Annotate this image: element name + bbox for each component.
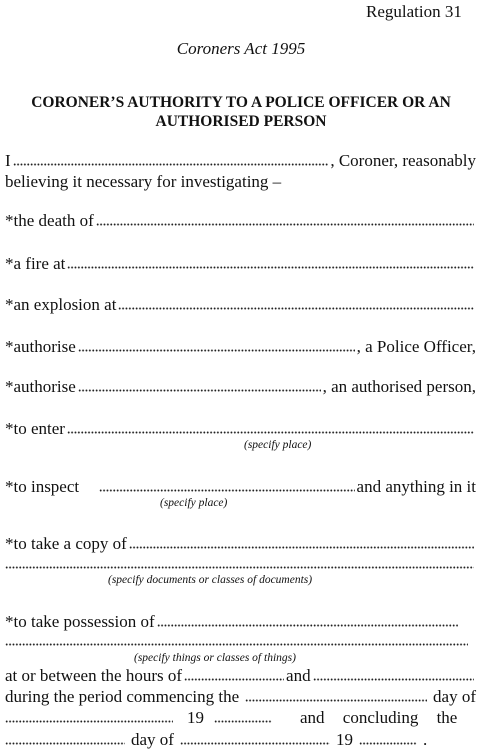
death-field[interactable]	[96, 223, 474, 226]
commencing-day-of: day of	[433, 687, 476, 706]
hours-and: and	[286, 666, 311, 685]
regulation-number: Regulation 31	[366, 2, 462, 21]
authorised-person-row	[5, 377, 476, 397]
police-officer-suffix: , a Police Officer,	[356, 337, 476, 356]
possession-row	[5, 612, 476, 632]
copy-hint: (specify documents or classes of documents)	[108, 574, 313, 586]
month-row	[5, 708, 476, 728]
pronoun-i: I	[5, 151, 11, 170]
death-label: *the death of	[5, 211, 94, 230]
inspect-label: *to inspect	[5, 477, 80, 496]
authorised-person-field[interactable]	[78, 389, 321, 392]
concluding-day-field[interactable]	[5, 742, 125, 745]
concluding-day-of: day of	[131, 730, 174, 749]
possession-hint: (specify things or classes of things)	[134, 652, 296, 664]
copy-label: *to take a copy of	[5, 534, 127, 553]
hours-from-field[interactable]	[184, 678, 284, 681]
hours-label: at or between the hours of	[5, 666, 183, 685]
commencing-day-field[interactable]	[245, 699, 427, 702]
enter-row	[5, 419, 476, 439]
coroner-label: , Coroner, reasonably	[330, 151, 476, 170]
commencing-label: during the period commencing the	[5, 687, 240, 706]
hours-row	[5, 666, 476, 686]
concluding-year-prefix: 19	[335, 730, 353, 749]
police-officer-row	[5, 337, 476, 357]
act-title: Coroners Act 1995	[176, 39, 306, 58]
inspect-hint: (specify place)	[160, 497, 228, 509]
enter-field[interactable]	[67, 431, 474, 434]
explosion-field[interactable]	[118, 307, 474, 310]
fire-field[interactable]	[67, 266, 474, 269]
coroner-name-row	[5, 151, 476, 171]
commencing-year-prefix: 19	[187, 708, 204, 727]
fire-label: *a fire at	[5, 254, 66, 273]
fire-row	[5, 254, 476, 274]
commencing-row	[5, 687, 476, 707]
and-concluding: and concluding the	[300, 708, 458, 727]
concluding-row	[5, 730, 476, 750]
intro-line-2: believing it necessary for investigating –	[5, 172, 282, 191]
possession-field-2[interactable]	[5, 643, 468, 646]
possession-row-2	[5, 631, 476, 651]
copy-row	[5, 534, 476, 554]
explosion-row	[5, 295, 476, 315]
authorise-police-label: *authorise	[5, 337, 76, 356]
possession-field[interactable]	[157, 624, 458, 627]
concluding-year-field[interactable]	[359, 742, 417, 745]
copy-field-2[interactable]	[5, 566, 474, 569]
explosion-label: *an explosion at	[5, 295, 117, 314]
commencing-month-field[interactable]	[5, 720, 173, 723]
possession-label: *to take possession of	[5, 612, 155, 631]
police-officer-field[interactable]	[78, 349, 355, 352]
form-title-line-2: AUTHORISED PERSON	[155, 113, 327, 130]
death-row	[5, 211, 476, 231]
inspect-suffix: and anything in it	[356, 477, 476, 496]
inspect-field[interactable]	[99, 489, 354, 492]
enter-hint: (specify place)	[244, 439, 312, 451]
hours-to-field[interactable]	[313, 678, 474, 681]
enter-label: *to enter	[5, 419, 65, 438]
authorise-person-label: *authorise	[5, 377, 76, 396]
authorised-person-suffix: , an authorised person,	[322, 377, 476, 396]
inspect-row	[5, 477, 476, 497]
commencing-year-field[interactable]	[214, 720, 272, 723]
end-period: .	[422, 730, 428, 749]
form-title-line-1: CORONER’S AUTHORITY TO A POLICE OFFICER OR AN	[31, 94, 451, 111]
copy-row-2	[5, 554, 476, 574]
coroner-name-field[interactable]	[13, 163, 329, 166]
copy-field[interactable]	[129, 546, 474, 549]
concluding-month-field[interactable]	[180, 742, 330, 745]
